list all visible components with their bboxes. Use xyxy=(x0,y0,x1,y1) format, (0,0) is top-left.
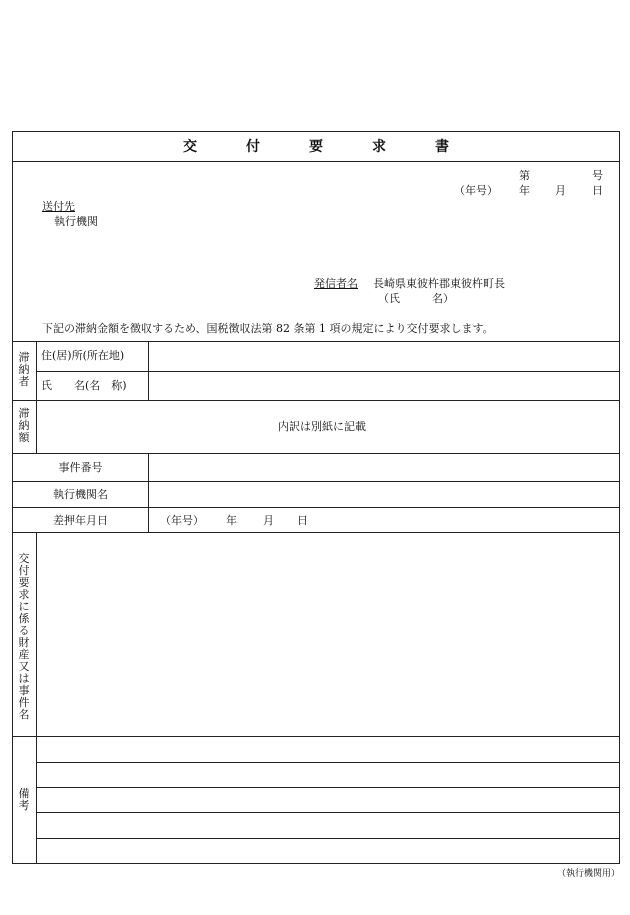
property-divider xyxy=(12,736,620,737)
delinquent-divider xyxy=(12,400,620,401)
frame-right-line xyxy=(619,131,620,863)
sender-name: 長崎県東彼杵郡東彼杵町長 xyxy=(373,277,505,290)
seizure-date-label: 差押年月日 xyxy=(53,514,108,527)
date-month: 月 xyxy=(555,184,566,197)
sender-mei: 名） xyxy=(432,292,454,305)
title-char-5: 書 xyxy=(435,139,449,155)
document-title xyxy=(13,137,620,159)
title-divider xyxy=(12,161,620,162)
number-prefix: 第 xyxy=(519,169,530,182)
seizure-date-divider xyxy=(12,532,620,533)
agency-name-divider xyxy=(12,507,620,508)
amount-section-label: 滞納額 xyxy=(18,407,30,444)
sender-label: 発信者名 xyxy=(314,277,358,290)
remarks-line-2 xyxy=(36,787,620,788)
title-char-4: 求 xyxy=(372,139,386,155)
title-char-2: 付 xyxy=(246,139,260,155)
request-statement: 下記の滞納金額を徴収するため、国税徴収法第 82 条第 1 項の規定により交付要求します。 xyxy=(42,322,494,335)
frame-top-line xyxy=(12,131,620,132)
left-label-column-line-lower xyxy=(36,532,37,863)
name-label: 氏 名(名 称) xyxy=(41,379,127,392)
remarks-section-label: 備考 xyxy=(18,787,30,812)
remarks-line-1 xyxy=(36,762,620,763)
header-divider xyxy=(12,341,620,342)
case-number-divider xyxy=(12,481,620,482)
recipient-heading: 送付先 xyxy=(42,200,75,213)
address-label: 住(居)所(所在地) xyxy=(41,349,125,362)
date-day: 日 xyxy=(592,184,603,197)
seizure-era: （年号） xyxy=(160,514,204,527)
agency-name-label: 執行機関名 xyxy=(53,488,108,501)
case-number-label: 事件番号 xyxy=(58,461,103,474)
number-suffix: 号 xyxy=(592,169,603,182)
case-label-column-line xyxy=(148,453,149,532)
recipient-name: 執行機関 xyxy=(54,215,98,228)
remarks-line-4 xyxy=(36,838,620,839)
property-section-label: 交付要求に係る財産又は事件名 xyxy=(18,552,30,721)
sender-shi: （氏 xyxy=(378,292,400,305)
delinquent-section-label: 滞納者 xyxy=(18,351,30,388)
amount-divider xyxy=(12,453,620,454)
amount-content: 内訳は別紙に記載 xyxy=(278,420,366,433)
title-char-1: 交 xyxy=(183,139,197,155)
date-year: 年 xyxy=(519,184,530,197)
seizure-day: 日 xyxy=(297,514,308,527)
footer-note: （執行機関用） xyxy=(557,869,621,879)
left-label-column-line-upper xyxy=(36,341,37,453)
frame-bottom-line xyxy=(12,863,620,864)
seizure-year: 年 xyxy=(226,514,237,527)
delinquent-label-column-line xyxy=(148,341,149,400)
delinquent-row-divider xyxy=(36,371,620,372)
date-era: （年号） xyxy=(454,184,498,197)
remarks-line-3 xyxy=(36,812,620,813)
title-char-3: 要 xyxy=(309,139,323,155)
seizure-month: 月 xyxy=(263,514,274,527)
